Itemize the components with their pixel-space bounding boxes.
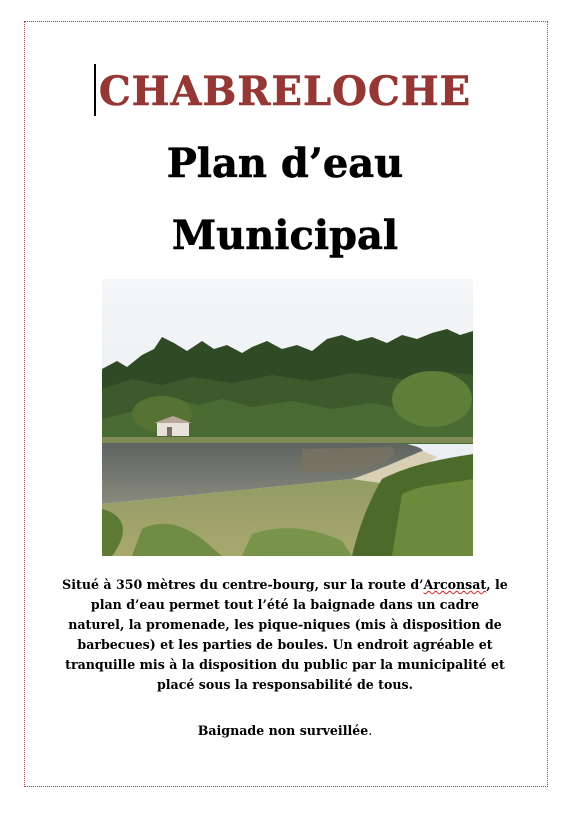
description-part-3: , le plan d’eau permet tout l’été la baignade dans un cadre naturel, la promenade, les pique-niques (mis à disposition de barbecues) et les parties de boules. Un endroit agréable et tranquille mis à la disposition du public par la municipalité et placé sous la responsabilité de tous. [65,577,508,692]
subtitle-line-2: Municipal [171,212,399,259]
description-part-1: Situé à 350 mètres du centre-bourg, sur la route d’ [62,577,424,592]
swimming-note-text: Baignade non surveillée [197,723,369,738]
lake-photo [102,279,473,556]
swimming-note [0,723,570,738]
description-paragraph [62,575,508,695]
page-title: CHABRELOCHE [98,68,472,115]
swimming-note-period: . [368,723,373,738]
subtitle-line-1: Plan d’eau [166,140,404,187]
misspelled-word-arconsat: Arconsat [423,577,487,592]
